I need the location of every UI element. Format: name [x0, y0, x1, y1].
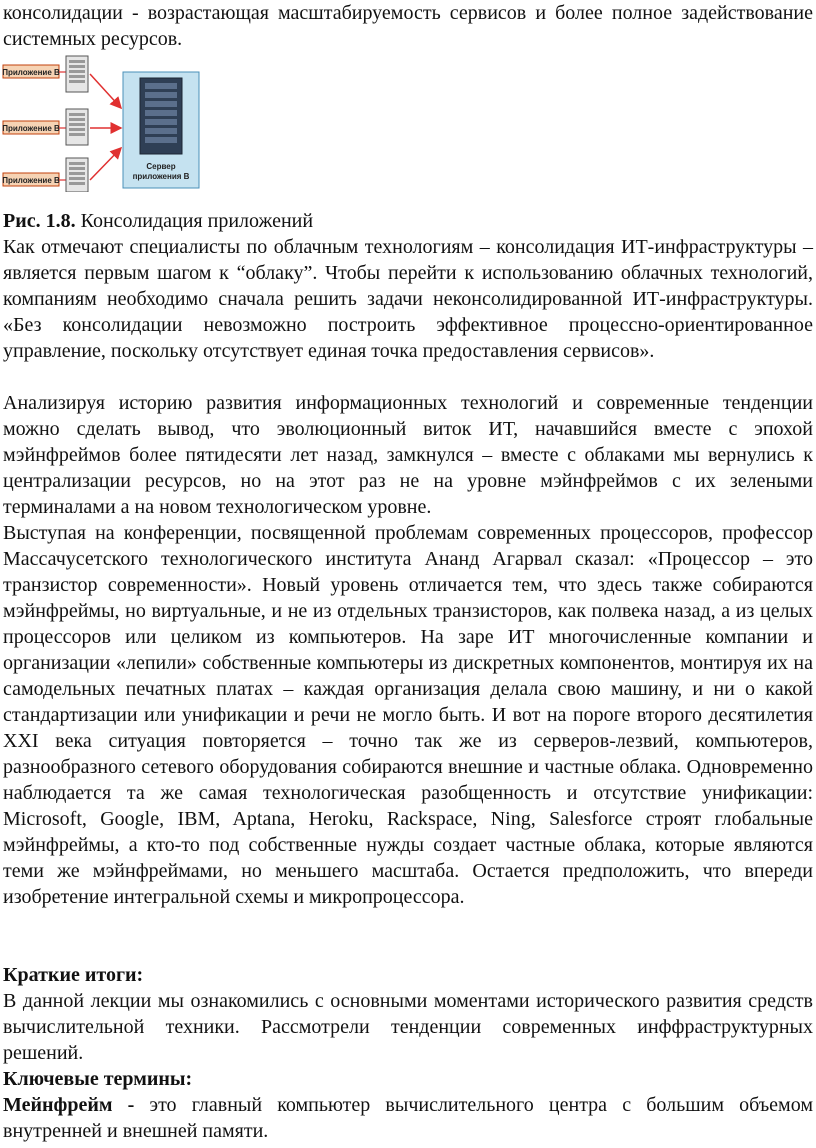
rack-server-icon	[140, 78, 182, 154]
term-name: Мейнфрейм -	[3, 1094, 135, 1116]
term-definition-text: это главный компьютер вычислительного центра с большим объемом внутренней и внешней памяти.	[3, 1094, 813, 1142]
summary-paragraph: В данной лекции мы ознакомились с основными моментами исторического развития средств вычислительной техники. Рассмотрели тенденции современных инффраструктурных решений.	[3, 990, 813, 1064]
app-label-2: Приложение В	[2, 124, 60, 133]
intro-paragraph: консолидации - возрастающая масштабируемость сервисов и более полное задействование системных ресурсов.	[3, 2, 813, 50]
term-definition	[3, 1092, 813, 1144]
server-icon-3	[66, 158, 88, 192]
figure-caption-label: Рис. 1.8.	[3, 210, 76, 232]
key-terms-heading: Ключевые термины:	[3, 1068, 193, 1090]
consolidated-server	[123, 72, 199, 188]
arrow-3	[90, 148, 121, 180]
body-paragraph-3: Выступая на конференции, посвященной проблемам современных процессоров, профессор Массачусетского технологического института Ананд Агарвал сказал: «Процессор – это транзистор современности». Новый уровень отличается тем, что здесь также собираются мэйнфреймы, но виртуальные, и не из отдельных транзисторов, как полвека назад, а из целых процессоров или целиком из компьютеров. На заре ИТ многочисленные компании и организации «лепили» собственные компьютеры из дискретных компонентов, монтируя их на самодельных печатных платах – каждая организация делала свою машину, и ни о какой стандартизации или унификации и речи не могло быть. И вот на пороге второго десятилетия XXI века ситуация повторяется – точно так же из серверов-лезвий, компьютеров, разнообразного сетевого оборудования собираются внешние и частные облака. Одновременно наблюдается та же самая технологическая разобщенность и отсутствие унификации: Microsoft, Google, IBM, Aptana, Heroku, Rackspace, Ning, Salesforce строят глобальные мэйнфреймы, а кто-то под собственные нужды создает частные облака, которые являются теми же мэйнфреймами, но меньшего масштаба. Остается предположить, что впереди изобретение интегральной схемы и микропроцессора.	[3, 522, 813, 908]
app-label-3: Приложение В	[2, 176, 60, 185]
app-row-2	[2, 109, 88, 145]
server-icon-1	[66, 56, 88, 92]
server-icon-2	[66, 109, 88, 145]
arrow-1	[90, 74, 121, 108]
consolidation-figure	[0, 52, 210, 192]
body-paragraph-1: Как отмечают специалисты по облачным технологиям – консолидация ИТ-инфраструктуры – является первым шагом к “облаку”. Чтобы перейти к использованию облачных технологий, компаниям необходимо сначала решить задачи неконсолидированной ИТ-инфраструктуры. «Без консолидации невозможно построить эффективное процессно-ориентированное управление, поскольку отсутствует единая точка предоставления сервисов».	[3, 236, 813, 362]
app-label-1: Приложение В	[2, 68, 60, 77]
server-label-line2: приложения В	[132, 172, 190, 181]
consolidation-diagram	[0, 52, 210, 192]
body-paragraph-2: Анализируя историю развития информационных технологий и современные тенденции можно сделать вывод, что эволюционный виток ИТ, начавшийся вместе с эпохой мэйнфреймов более пятидесяти лет назад, замкнулся – вместе с облаками мы вернулись к централизации ресурсов, но на этот раз не на уровне мэйнфреймов с их зелеными терминалами а на новом технологическом уровне.	[3, 392, 813, 518]
figure-caption-text: Консолидация приложений	[75, 210, 314, 232]
app-row-3	[2, 158, 88, 192]
server-label-line1: Сервер	[146, 162, 176, 171]
app-row-1	[2, 56, 88, 92]
summary-heading: Краткие итоги:	[3, 964, 144, 986]
figure-caption	[3, 208, 313, 234]
